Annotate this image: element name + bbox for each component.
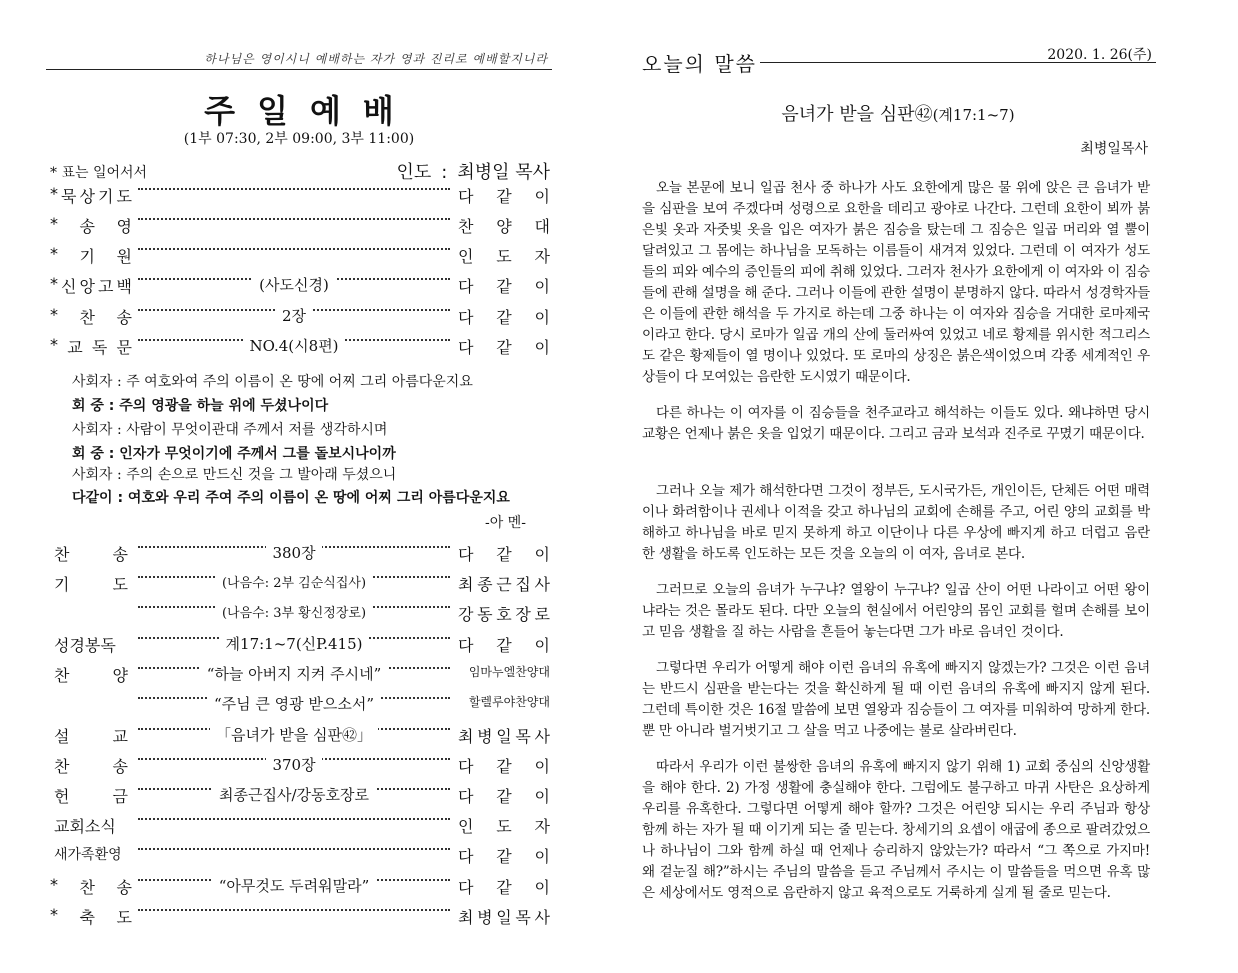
service-times: (1부 07:30, 2부 09:00, 3부 11:00) [183, 131, 415, 147]
order-row [46, 875, 552, 905]
order-label: * 송 영 [50, 214, 132, 236]
speaker: 사회자 : [72, 422, 127, 438]
responsive-text: 인자가 무엇이기에 주께서 그를 돌보시나이까 [119, 446, 396, 462]
order-row [46, 214, 552, 244]
responsive-text: 주의 영광을 하늘 위에 두셨나이다 [119, 398, 329, 414]
order-row [46, 602, 552, 632]
order-person: 할렐루야찬양대 [468, 695, 550, 709]
responsive-text: 사람이 무엇이관대 주께서 저를 생각하시며 [126, 422, 388, 438]
order-label: 성경봉독 [54, 636, 116, 655]
order-detail: (나음수: 3부 황신정장로) [138, 602, 450, 621]
order-detail: (나음수: 2부 김순식집사) [138, 572, 450, 591]
speaker: 회 중 : [72, 446, 120, 462]
dotted-leader [138, 909, 450, 911]
order-detail: 「음녀가 받을 심판㊷」 [138, 724, 450, 745]
order-row [46, 633, 552, 663]
order-person: 다 같 이 [458, 338, 550, 357]
order-label: * 묵 상 기 도 [50, 184, 132, 206]
order-row [46, 905, 552, 935]
order-row [46, 572, 552, 602]
order-detail: 380장 [138, 542, 450, 563]
order-row [46, 724, 552, 754]
sermon-paragraph: 다른 하나는 이 여자를 이 짐승들을 천주교라고 해석하는 이들도 있다. 왜냐하면 당시 교황은 언제나 붉은 옷을 입었기 때문이다. 그리고 금과 보석과 진주로 꾸몄기 때문이다. [642, 405, 1150, 442]
order-detail: 2장 [138, 305, 450, 326]
sermon-preacher: 최병일목사 [1080, 141, 1148, 157]
sermon-reference: (계17:1~7) [932, 106, 1015, 124]
order-label: 새가족환영 [54, 847, 122, 863]
order-label: 설 교 [54, 727, 128, 746]
dotted-leader [138, 848, 450, 850]
order-person: 인 도 자 [458, 247, 550, 266]
stand-note: * 표는 일어서서 [50, 165, 148, 181]
order-row [46, 244, 552, 274]
order-detail: (사도신경) [138, 274, 450, 295]
order-detail: “아무것도 두려워말라” [138, 875, 450, 896]
order-person: 최 병 일 목 사 [458, 727, 550, 746]
dotted-leader [138, 818, 450, 820]
leader-name: 최병일 목사 [457, 162, 550, 183]
order-label: * 찬 송 [50, 305, 132, 327]
order-detail: 370장 [138, 754, 450, 775]
order-row [46, 754, 552, 784]
responsive-line [72, 374, 552, 390]
speaker: 사회자 : [72, 374, 127, 390]
order-label: * 교 독 문 [50, 335, 132, 357]
sermon-title-text: 음녀가 받을 심판㊷ [781, 104, 933, 125]
order-row [46, 814, 552, 844]
order-label: * 축 도 [50, 905, 132, 927]
order-person: 다 같 이 [458, 787, 550, 806]
order-row [46, 693, 552, 723]
responsive-text: 주의 손으로 만드신 것을 그 발아래 두셨으니 [126, 467, 397, 483]
order-person: 임마누엘찬양대 [468, 665, 550, 679]
order-person: 다 같 이 [458, 847, 550, 866]
responsive-line [72, 422, 552, 438]
order-person: 다 같 이 [458, 878, 550, 897]
order-label: * 신 앙 고 백 [50, 274, 132, 296]
order-person: 찬 양 대 [458, 217, 550, 236]
order-person: 다 같 이 [458, 545, 550, 564]
order-label: 교회소식 [54, 817, 116, 836]
responsive-line [72, 490, 552, 506]
order-person: 최 종 근 집 사 [458, 575, 550, 594]
responsive-line [72, 398, 552, 414]
order-detail: 계17:1~7(신P.415) [138, 633, 450, 654]
order-person: 다 같 이 [458, 187, 550, 206]
sermon-title [640, 100, 1156, 126]
order-label: 기 도 [54, 575, 128, 594]
order-row [46, 184, 552, 214]
order-row [46, 663, 552, 693]
order-label: 찬 송 [54, 757, 128, 776]
order-row [46, 305, 552, 335]
sermon-paragraph: 그렇다면 우리가 어떻게 해야 이런 음녀의 유혹에 빠지지 않겠는가? 그것은 이런 음녀는 반드시 심판을 받는다는 것을 확신하게 될 때 이런 음녀의 유혹에 빠지지 않게 된다. 그런데 특이한 것은 16절 말씀에 보면 열왕과 짐승들이 그 여자를 미워하여 망하게 한다. 뿐 만 아니라 벌거벗기고 그 살을 먹고 나중에는 불로 살라버린다. [642, 660, 1150, 739]
responsive-text: 주 여호와여 주의 이름이 온 땅에 어찌 그리 아름다운지요 [126, 374, 473, 390]
order-person: 다 같 이 [458, 308, 550, 327]
order-label: * 찬 송 [50, 875, 132, 897]
sermon-page [640, 0, 1156, 973]
todays-word-heading: 오늘의 말씀 [642, 52, 757, 76]
header-rule [46, 69, 552, 70]
speaker: 회 중 : [72, 398, 120, 414]
motto-verse: 하나님은 영이시니 예배하는 자가 영과 진리로 예배할지니라 [204, 52, 548, 66]
leader-label: 인도 [396, 162, 432, 183]
order-row [46, 784, 552, 814]
order-detail: 최종근집사/강동호장로 [138, 784, 450, 805]
order-detail: “하늘 아버지 지켜 주시네” [138, 663, 450, 684]
sermon-paragraph: 그러나 오늘 제가 해석한다면 그것이 정부든, 도시국가든, 개인이든, 단체든 어떤 매력이나 화려함이나 권세나 이적을 갖고 하나님의 교회에 손해를 주고, 어린 양의 교회를 박해하고 하나님을 바로 믿지 못하게 하고 이단이나 다른 우상에 빠지게 하고 더럽고 음란한 생활을 하도록 인도하는 모든 것을 오늘의 이 여자, 음녀로 본다. [642, 483, 1150, 562]
speaker: 사회자 : [72, 467, 127, 483]
order-detail: “주님 큰 영광 받으소서” [138, 693, 450, 714]
order-row [46, 542, 552, 572]
order-detail: NO.4(시8편) [138, 335, 450, 356]
amen: -아 멘- [485, 515, 526, 531]
sermon-paragraph: 그러므로 오늘의 음녀가 누구냐? 열왕이 누구냐? 일곱 산이 어떤 나라이고 어떤 왕이냐라는 것은 몰라도 된다. 다만 오늘의 현실에서 어린양의 몸인 교회를 헐며 손해를 보이고 믿음 생활을 질 하는 사람을 흔들어 놓는다면 그가 바로 음녀인 것이다. [642, 582, 1150, 640]
order-person: 다 같 이 [458, 277, 550, 296]
responsive-line [72, 446, 552, 462]
dotted-leader [138, 218, 450, 220]
dotted-leader [138, 188, 450, 190]
order-row [46, 844, 552, 874]
order-person: 다 같 이 [458, 636, 550, 655]
order-row [46, 335, 552, 365]
service-title: 주일예배 [204, 92, 416, 130]
sermon-paragraph: 따라서 우리가 이런 불쌍한 음녀의 유혹에 빠지지 않기 위해 1) 교회 중심의 신앙생활을 해야 한다. 2) 가정 생활에 충실해야 한다. 그럼에도 불구하고 마귀 사탄은 요상하게 우리를 유혹한다. 그렇다면 어떻게 해야 할까? 그것은 어린양 되시는 우리 주님과 항상 함께 하는 자가 될 때 이기게 되는 줄 믿는다. 창세기의 요셉이 애굽에 종으로 팔려갔었으나 하나님이 그와 함께 하실 때 언제나 승리하지 않았는가? 따라서 “그 쪽으로 가지마! 왜 겉눈질 해?”하시는 주님의 말씀을 듣고 주님께서 주시는 이 말씀들을 먹으면 유혹 많은 세상에서도 영적으로 음란하지 않고 육적으로도 거룩하게 실게 될 줄로 믿는다. [642, 759, 1150, 901]
dotted-leader [138, 248, 450, 250]
bulletin-left-page [46, 0, 552, 973]
order-person: 다 같 이 [458, 757, 550, 776]
order-label: 찬 양 [54, 666, 128, 685]
bulletin-date: 2020. 1. 26(주) [1047, 47, 1152, 63]
order-label: 헌 금 [54, 787, 128, 806]
sermon-paragraph: 오늘 본문에 보니 일곱 천사 중 하나가 사도 요한에게 많은 물 위에 앉은 큰 음녀가 받을 심판을 보여 주겠다며 성령으로 요한을 데리고 광야로 나간다. 그런데 요한이 뵈까 붉은빛 옷과 자줏빛 옷을 입은 여자가 붉은 짐승을 탔는데 그 짐승은 일곱 머리와 열 뿔이 달려있고 그 몸에는 하나님을 모독하는 이름들이 새겨져 있었다. 그런데 이 여자가 성도들의 피와 예수의 증인들의 피에 취해 있었다. 그러자 천사가 요한에게 이 여자와 이 짐승들에 관해 설명을 해 준다. 그러나 이들에 관한 설명이 분명하지 않다. 따라서 성경학자들은 이들에 관한 해석을 두 가지로 하는데 그중 하나는 이 여자와 짐승을 거대한 로마제국이라고 한다. 당시 로마가 일곱 개의 산에 둘러싸여 있었고 네로 황제를 위시한 적그리스도 같은 황제들이 열 명이나 있었다. 또 로마의 상징은 붉은색이었으며 각종 세계적인 우상들이 다 모여있는 음란한 도시였기 때문이다. [642, 180, 1150, 385]
order-row [46, 274, 552, 304]
responsive-line [72, 467, 552, 483]
order-label: * 기 원 [50, 244, 132, 266]
leader-colon: : [441, 162, 448, 183]
service-leader [396, 158, 550, 184]
responsive-text: 여호와 우리 주여 주의 이름이 온 땅에 어찌 그리 아름다운지요 [127, 490, 510, 506]
speaker: 다같이 : [72, 490, 128, 506]
order-person: 인 도 자 [458, 817, 550, 836]
order-person: 최 병 일 목 사 [458, 908, 550, 927]
order-person: 강 동 호 장 로 [458, 605, 550, 624]
order-label: 찬 송 [54, 545, 128, 564]
